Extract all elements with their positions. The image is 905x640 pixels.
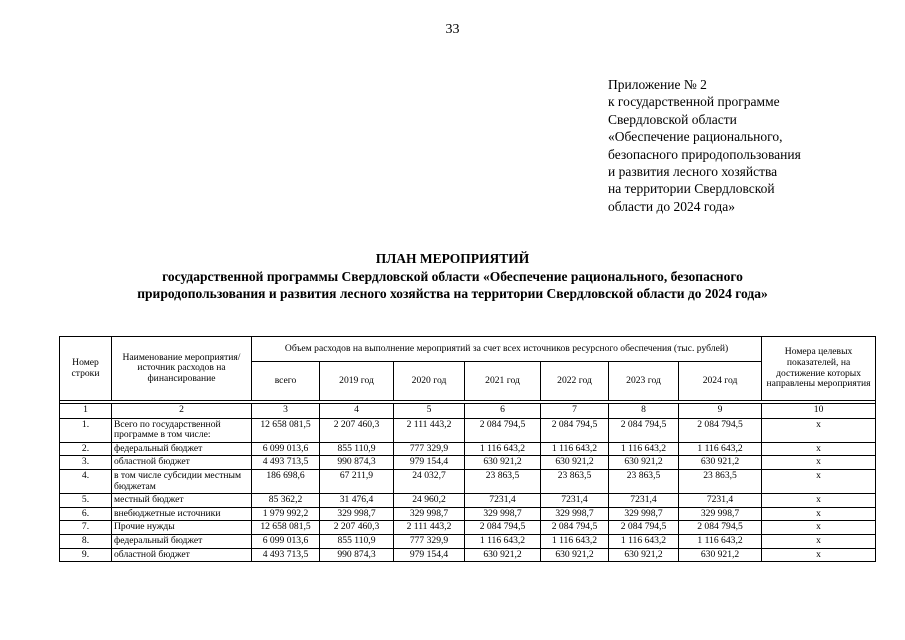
row-2021: 2 084 794,5 xyxy=(465,418,541,442)
row-2019: 2 207 460,3 xyxy=(320,521,394,535)
row-targets: x xyxy=(762,469,876,493)
column-number: 4 xyxy=(320,404,394,419)
row-2022: 630 921,2 xyxy=(541,456,609,470)
row-2021: 630 921,2 xyxy=(465,456,541,470)
header-row-number: Номер строки xyxy=(60,337,112,401)
row-2022: 329 998,7 xyxy=(541,507,609,521)
row-2024: 1 116 643,2 xyxy=(679,442,762,456)
table-header xyxy=(60,337,876,419)
row-targets: x xyxy=(762,521,876,535)
appendix-line: области до 2024 года» xyxy=(608,198,736,214)
row-total: 85 362,2 xyxy=(252,494,320,508)
row-number: 2. xyxy=(60,442,112,456)
appendix-line: и развития лесного хозяйства xyxy=(608,164,778,180)
appendix-line: Приложение № 2 xyxy=(608,77,707,92)
row-2021: 2 084 794,5 xyxy=(465,521,541,535)
row-2022: 2 084 794,5 xyxy=(541,521,609,535)
table-row xyxy=(60,456,876,470)
column-number: 8 xyxy=(609,404,679,419)
row-targets: x xyxy=(762,507,876,521)
row-targets: x xyxy=(762,418,876,442)
row-2020: 777 329,9 xyxy=(394,534,465,548)
row-2021: 7231,4 xyxy=(465,494,541,508)
column-number-row xyxy=(60,404,876,419)
row-targets: x xyxy=(762,548,876,562)
row-name: областной бюджет xyxy=(112,456,252,470)
column-number: 1 xyxy=(60,404,112,419)
table-body xyxy=(60,418,876,562)
row-name: областной бюджет xyxy=(112,548,252,562)
row-2019: 990 874,3 xyxy=(320,548,394,562)
row-2020: 2 111 443,2 xyxy=(394,418,465,442)
row-total: 6 099 013,6 xyxy=(252,442,320,456)
row-number: 6. xyxy=(60,507,112,521)
row-2020: 979 154,4 xyxy=(394,456,465,470)
header-name: Наименование мероприятия/источник расходов на финансирование xyxy=(112,337,252,401)
row-2024: 7231,4 xyxy=(679,494,762,508)
title-line-2: государственной программы Свердловской области «Обеспечение рационального, безопасного xyxy=(162,268,743,284)
row-2023: 630 921,2 xyxy=(609,548,679,562)
row-2020: 24 960,2 xyxy=(394,494,465,508)
page-number: 33 xyxy=(445,22,460,37)
row-2021: 630 921,2 xyxy=(465,548,541,562)
row-total: 6 099 013,6 xyxy=(252,534,320,548)
row-number: 8. xyxy=(60,534,112,548)
row-2023: 329 998,7 xyxy=(609,507,679,521)
row-2024: 630 921,2 xyxy=(679,548,762,562)
header-2023: 2023 год xyxy=(609,362,679,401)
row-2023: 7231,4 xyxy=(609,494,679,508)
table-row xyxy=(60,442,876,456)
row-2024: 23 863,5 xyxy=(679,469,762,493)
header-targets: Номера целевых показателей, на достижение которых направлены мероприятия xyxy=(762,337,876,401)
row-targets: x xyxy=(762,442,876,456)
row-2021: 1 116 643,2 xyxy=(465,442,541,456)
title-line-1: ПЛАН МЕРОПРИЯТИЙ xyxy=(375,251,530,266)
row-2019: 31 476,4 xyxy=(320,494,394,508)
row-2024: 630 921,2 xyxy=(679,456,762,470)
plan-table xyxy=(59,336,876,562)
row-total: 4 493 713,5 xyxy=(252,548,320,562)
table-row xyxy=(60,548,876,562)
row-total: 12 658 081,5 xyxy=(252,418,320,442)
row-2024: 329 998,7 xyxy=(679,507,762,521)
row-2023: 1 116 643,2 xyxy=(609,442,679,456)
row-2020: 24 032,7 xyxy=(394,469,465,493)
row-2024: 2 084 794,5 xyxy=(679,418,762,442)
row-2020: 329 998,7 xyxy=(394,507,465,521)
row-name: Всего по государственной программе в том числе: xyxy=(112,418,252,442)
row-number: 9. xyxy=(60,548,112,562)
column-number: 10 xyxy=(762,404,876,419)
table-row xyxy=(60,534,876,548)
header-2024: 2024 год xyxy=(679,362,762,401)
appendix-line: Свердловской области xyxy=(608,111,737,127)
row-2024: 2 084 794,5 xyxy=(679,521,762,535)
table-row xyxy=(60,418,876,442)
title-line-3: природопользования и развития лесного хозяйства на территории Свердловской области до 2024 года» xyxy=(137,286,768,301)
column-number: 9 xyxy=(679,404,762,419)
row-2022: 23 863,5 xyxy=(541,469,609,493)
row-2023: 2 084 794,5 xyxy=(609,521,679,535)
row-number: 3. xyxy=(60,456,112,470)
column-number: 3 xyxy=(252,404,320,419)
row-2019: 67 211,9 xyxy=(320,469,394,493)
document-title xyxy=(0,250,905,303)
header-2020: 2020 год xyxy=(394,362,465,401)
table-row xyxy=(60,521,876,535)
row-2020: 2 111 443,2 xyxy=(394,521,465,535)
row-2022: 630 921,2 xyxy=(541,548,609,562)
header-volume: Объем расходов на выполнение мероприятий за счет всех источников ресурсного обеспечения (тыс. рублей) xyxy=(252,337,762,362)
row-2019: 329 998,7 xyxy=(320,507,394,521)
column-number: 6 xyxy=(465,404,541,419)
table-row xyxy=(60,507,876,521)
row-number: 7. xyxy=(60,521,112,535)
appendix-line: к государственной программе xyxy=(608,94,780,110)
row-name: федеральный бюджет xyxy=(112,442,252,456)
row-2020: 979 154,4 xyxy=(394,548,465,562)
row-2019: 855 110,9 xyxy=(320,442,394,456)
appendix-line: «Обеспечение рационального, xyxy=(608,129,783,145)
row-2021: 329 998,7 xyxy=(465,507,541,521)
row-2023: 2 084 794,5 xyxy=(609,418,679,442)
row-2023: 1 116 643,2 xyxy=(609,534,679,548)
row-name: в том числе субсидии местным бюджетам xyxy=(112,469,252,493)
row-2022: 1 116 643,2 xyxy=(541,534,609,548)
row-2019: 2 207 460,3 xyxy=(320,418,394,442)
row-name: Прочие нужды xyxy=(112,521,252,535)
row-2022: 7231,4 xyxy=(541,494,609,508)
row-total: 12 658 081,5 xyxy=(252,521,320,535)
column-number: 5 xyxy=(394,404,465,419)
row-total: 4 493 713,5 xyxy=(252,456,320,470)
header-2021: 2021 год xyxy=(465,362,541,401)
row-2023: 23 863,5 xyxy=(609,469,679,493)
table-row xyxy=(60,469,876,493)
appendix-block xyxy=(608,76,801,215)
row-total: 186 698,6 xyxy=(252,469,320,493)
row-2020: 777 329,9 xyxy=(394,442,465,456)
column-number: 7 xyxy=(541,404,609,419)
row-name: федеральный бюджет xyxy=(112,534,252,548)
row-2019: 990 874,3 xyxy=(320,456,394,470)
header-2019: 2019 год xyxy=(320,362,394,401)
row-number: 1. xyxy=(60,418,112,442)
appendix-line: безопасного природопользования xyxy=(608,146,801,162)
row-2021: 1 116 643,2 xyxy=(465,534,541,548)
row-2022: 2 084 794,5 xyxy=(541,418,609,442)
row-targets: x xyxy=(762,534,876,548)
row-targets: x xyxy=(762,456,876,470)
column-number: 2 xyxy=(112,404,252,419)
row-2023: 630 921,2 xyxy=(609,456,679,470)
row-2021: 23 863,5 xyxy=(465,469,541,493)
row-targets: x xyxy=(762,494,876,508)
appendix-line: на территории Свердловской xyxy=(608,181,775,197)
row-total: 1 979 992,2 xyxy=(252,507,320,521)
row-name: внебюджетные источники xyxy=(112,507,252,521)
header-total: всего xyxy=(252,362,320,401)
row-number: 5. xyxy=(60,494,112,508)
row-2024: 1 116 643,2 xyxy=(679,534,762,548)
row-number: 4. xyxy=(60,469,112,493)
row-2019: 855 110,9 xyxy=(320,534,394,548)
table-row xyxy=(60,494,876,508)
row-name: местный бюджет xyxy=(112,494,252,508)
header-2022: 2022 год xyxy=(541,362,609,401)
row-2022: 1 116 643,2 xyxy=(541,442,609,456)
